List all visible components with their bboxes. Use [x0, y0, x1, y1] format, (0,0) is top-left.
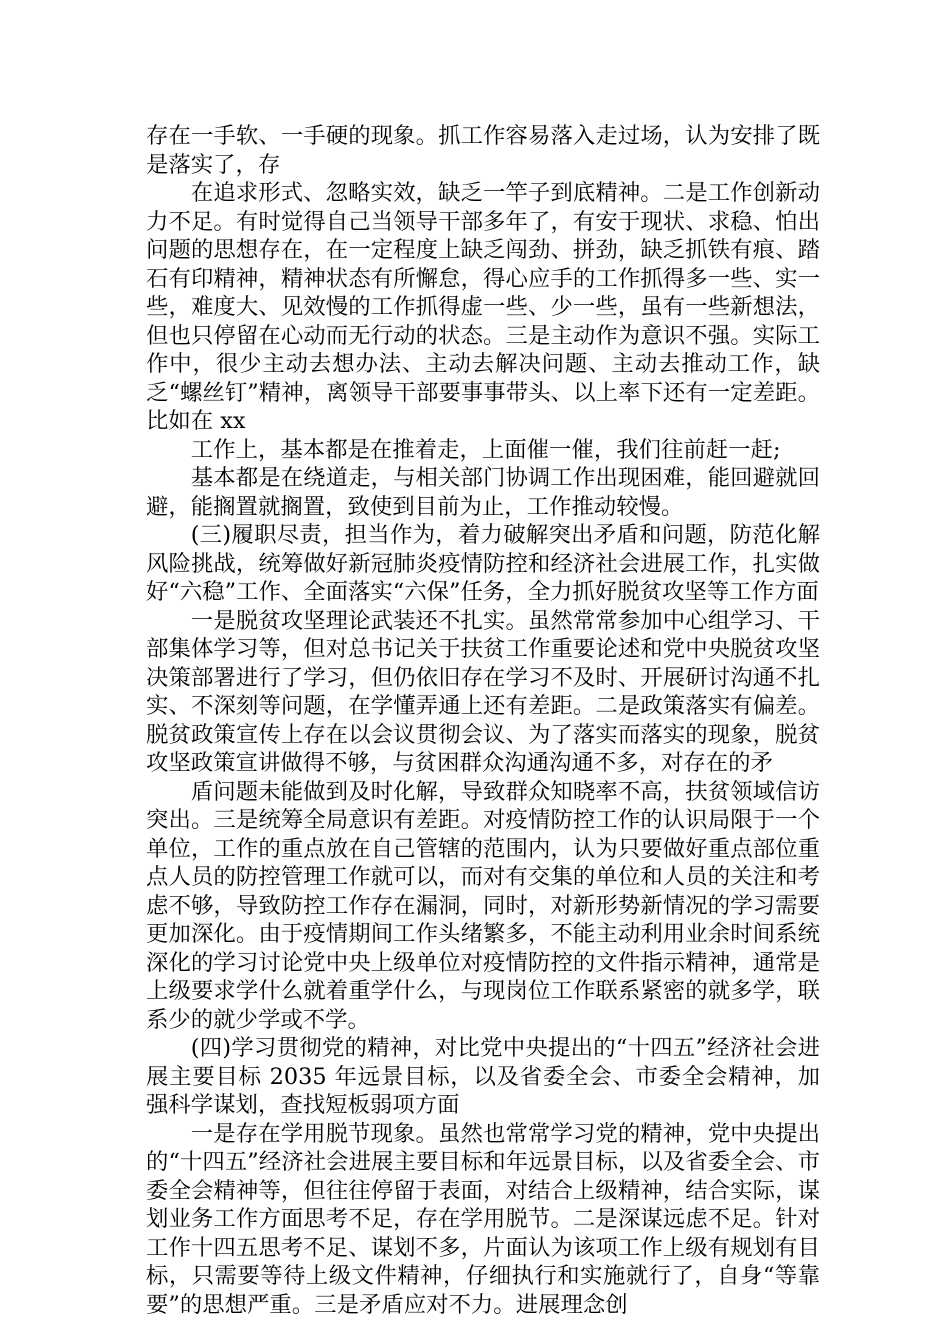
- paragraph: 一是存在学用脱节现象。虽然也常常学习党的精神，党中央提出的“十四五”经济社会进展主要目标和年远景目标，以及省委全会、市委全会精神等，但往往停留于表面，对结合上级精神，结合实际，谋划业务工作方面思考不足，存在学用脱节。二是深谋远虑不足。针对工作十四五思考不足、谋划不多，片面认为该项工作上级有规划有目标，只需要等待上级文件精神，仔细执行和实施就行了，自身“等靠要”的思想严重。三是矛盾应对不力。进展理念创: [146, 1120, 820, 1318]
- paragraph: 在追求形式、忽略实效，缺乏一竿子到底精神。二是工作创新动力不足。有时觉得自己当领导干部多年了，有安于现状、求稳、怕出问题的思想存在，在一定程度上缺乏闯劲、拼劲，缺乏抓铁有痕、踏石有印精神，精神状态有所懈怠，得心应手的工作抓得多一些、实一些，难度大、见效慢的工作抓得虚一些、少一些，虽有一些新想法，但也只停留在心动而无行动的状态。三是主动作为意识不强。实际工作中，很少主动去想办法、主动去解决问题、主动去推动工作，缺乏“螺丝钉”精神，离领导干部要事事带头、以上率下还有一定差距。比如在 xx: [146, 180, 820, 434]
- document-page: [146, 122, 820, 1319]
- paragraph: 工作上，基本都是在推着走，上面催一催，我们往前赶一赶;: [190, 436, 781, 463]
- section-heading-paragraph: (三)履职尽责，担当作为，着力破解突出矛盾和问题，防范化解风险挑战，统筹做好新冠肺炎疫情防控和经济社会进展工作，扎实做好“六稳”工作、全面落实“六保”任务，全力抓好脱贫攻坚等工作方面: [146, 522, 820, 605]
- paragraph: 基本都是在绕道走，与相关部门协调工作出现困难，能回避就回避，能搁置就搁置，致使到目前为止，工作推动较慢。: [146, 465, 820, 520]
- paragraph: 一是脱贫攻坚理论武装还不扎实。虽然常常参加中心组学习、干部集体学习等，但对总书记关于扶贫工作重要论述和党中央脱贫攻坚决策部署进行了学习，但仍依旧存在学习不及时、开展研讨沟通不扎实、不深刻等问题，在学懂弄通上还有差距。二是政策落实有偏差。脱贫政策宣传上存在以会议贯彻会议、为了落实而落实的现象，脱贫攻坚政策宣讲做得不够，与贫困群众沟通沟通不多，对存在的矛: [146, 607, 820, 776]
- section-heading-paragraph: (四)学习贯彻党的精神，对比党中央提出的“十四五”经济社会进展主要目标 2035 年远景目标，以及省委全会、市委全会精神，加强科学谋划，查找短板弱项方面: [146, 1035, 820, 1118]
- paragraph: 存在一手软、一手硬的现象。抓工作容易落入走过场，认为安排了既是落实了，存: [146, 123, 820, 178]
- paragraph: 盾问题未能做到及时化解，导致群众知晓率不高，扶贫领域信访突出。三是统筹全局意识有差距。对疫情防控工作的认识局限于一个单位，工作的重点放在自己管辖的范围内，认为只要做好重点部位重点人员的防控管理工作就可以，而对有交集的单位和人员的关注和考虑不够，导致防控工作存在漏洞，同时，对新形势新情况的学习需要更加深化。由于疫情期间工作头绪繁多，不能主动利用业余时间系统深化的学习讨论党中央上级单位对疫情防控的文件指示精神，通常是上级要求学什么就着重学什么，与现岗位工作联系紧密的就多学，联系少的就少学或不学。: [146, 778, 820, 1033]
